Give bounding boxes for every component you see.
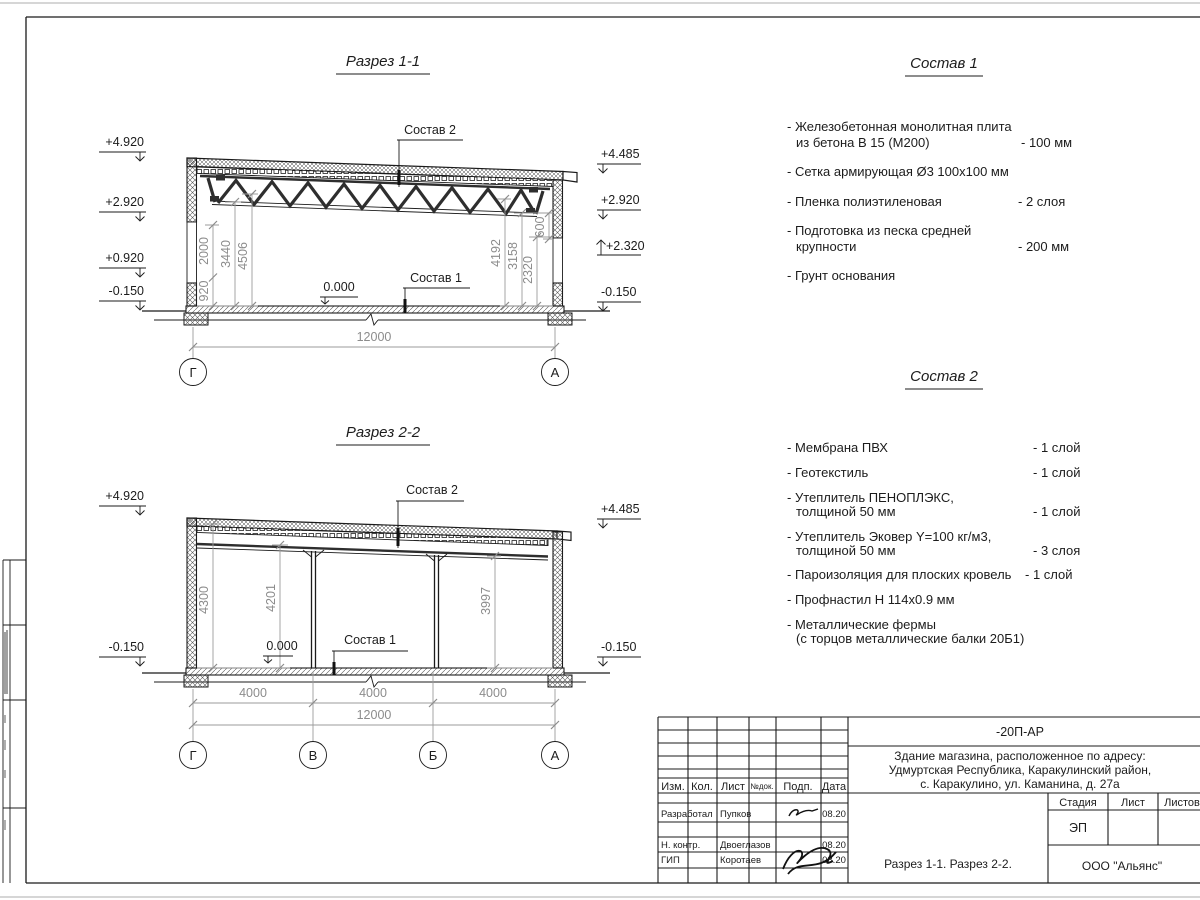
s2-columns: [303, 550, 447, 668]
s1-elev-left-1: +2.920: [105, 195, 144, 209]
s1-axis-a: А: [550, 365, 560, 380]
s2-dim-4300: 4300: [197, 586, 211, 614]
s1-elev-left-2: +0.920: [105, 251, 144, 265]
list-item: - Пароизоляция для плоских кровель: [787, 567, 1012, 582]
s2-bottom-dims: [180, 672, 569, 769]
list-item: из бетона В 15 (М200): [796, 135, 930, 150]
list-item: - Сетка армирующая Ø3 100х100 мм: [787, 164, 1009, 179]
tb-header-kol: Кол.: [691, 781, 713, 793]
section-1-1-drawing: [99, 53, 645, 386]
tb-header-listov: Листов: [1164, 797, 1200, 809]
s1-dim-3440: 3440: [219, 240, 233, 268]
tb-doc-code: -20П-АР: [996, 725, 1044, 739]
s1-dim-2000: 2000: [197, 237, 211, 265]
s2-elev-right-0: +4.485: [601, 502, 640, 516]
tb-header-ndok: №док.: [750, 782, 774, 791]
list-item-value: - 2 слоя: [1018, 194, 1066, 209]
s1-dim-4192: 4192: [489, 239, 503, 267]
tb-name-0: Пупков: [720, 809, 752, 820]
list-item-value: - 1 слой: [1033, 440, 1081, 455]
list-item-value: - 1 слой: [1025, 567, 1073, 582]
tb-date-2: 08.20: [822, 855, 846, 866]
s2-sostav1-label: Состав 1: [344, 633, 396, 647]
s1-elev-left-3: -0.150: [108, 284, 144, 298]
tb-name-1: Двоеглазов: [720, 840, 771, 851]
list-item: - Мембрана ПВХ: [787, 440, 888, 455]
list-item: толщиной 50 мм: [796, 504, 896, 519]
tb-date-1: 08.20: [822, 840, 846, 851]
tb-role-1: Н. контр.: [661, 840, 701, 851]
s2-zero-label: 0.000: [266, 639, 298, 653]
tb-project-line-3: с. Каракулино, ул. Каманина, д. 27а: [920, 777, 1120, 791]
list-item-value: - 3 слоя: [1033, 543, 1081, 558]
list-item: - Пленка полиэтиленовая: [787, 194, 942, 209]
list-item: - Профнастил Н 114х0.9 мм: [787, 592, 955, 607]
tb-header-podp: Подп.: [783, 781, 813, 793]
s1-dim-total: 12000: [356, 330, 392, 344]
s1-dim-3158: 3158: [506, 242, 520, 270]
s1-elev-right-2: +2.320: [606, 239, 645, 253]
tb-header-list2: Лист: [1121, 797, 1145, 809]
s2-elev-left-0: +4.920: [105, 489, 144, 503]
list-item: - Металлические фермы: [787, 617, 936, 632]
s2-elev-left-1: -0.150: [108, 640, 144, 654]
list-item: - Утеплитель Эковер Y=100 кг/м3,: [787, 529, 992, 544]
s1-bottom-dims: [180, 327, 569, 386]
list-item-value: - 100 мм: [1021, 135, 1073, 150]
title-block: [658, 717, 1200, 883]
left-attribute-strip: [3, 560, 26, 883]
tb-role-2: ГИП: [661, 855, 680, 866]
list-item: (с торцов металлические балки 20Б1): [796, 631, 1025, 646]
s1-sostav2-label: Состав 2: [404, 123, 456, 137]
s2-axis-a: А: [550, 748, 560, 763]
s2-axis-v: В: [308, 748, 318, 763]
list-item: толщиной 50 мм: [796, 543, 896, 558]
tb-stage: ЭП: [1069, 821, 1087, 835]
s1-elev-right-1: +2.920: [601, 193, 640, 207]
tb-header-data: Дата: [821, 781, 847, 793]
s1-title: Разрез 1-1: [345, 53, 421, 70]
section-2-2-drawing: [99, 424, 641, 769]
s1-dim-4506: 4506: [236, 242, 250, 270]
s1-dim-600: 600: [533, 216, 547, 238]
s1-dim-2320: 2320: [521, 256, 535, 284]
tb-sheet-title: Разрез 1-1. Разрез 2-2.: [884, 857, 1012, 871]
tb-role-0: Разработал: [661, 809, 713, 820]
s2-axis-b: Б: [428, 748, 438, 763]
s2-floor: [142, 668, 610, 687]
s1-elev-right-3: -0.150: [601, 285, 637, 299]
s1-elev-right-0: +4.485: [601, 147, 640, 161]
s2-sostav2-label: Состав 2: [406, 483, 458, 497]
s1-zero-label: 0.000: [323, 280, 355, 294]
s2-elevations-right: [597, 502, 641, 666]
s1-floor: [142, 306, 610, 325]
tb-project-line-2: Удмуртская Республика, Каракулинский район,: [888, 763, 1152, 777]
s2-axis-g: Г: [189, 748, 197, 763]
s1-dims-left: [197, 190, 258, 310]
s1-axis-g: Г: [189, 365, 197, 380]
sostav-2-list: [787, 368, 1081, 646]
list-item: - Железобетонная монолитная плита: [787, 119, 1012, 134]
tb-header-stadia: Стадия: [1059, 797, 1097, 809]
s2-title: Разрез 2-2: [345, 424, 421, 441]
s2-dim-total: 12000: [356, 708, 392, 722]
s1-elev-left-0: +4.920: [105, 135, 144, 149]
s2-dim-4000-2: 4000: [359, 686, 387, 700]
list-item: - Подготовка из песка средней: [787, 223, 972, 238]
tb-date-0: 08.20: [822, 809, 846, 820]
s2-elevations-left: [99, 489, 146, 666]
list-item-value: - 200 мм: [1018, 239, 1070, 254]
tb-header-izm: Изм.: [661, 781, 685, 793]
s1-elevations-right: [597, 147, 645, 311]
list-item: крупности: [796, 239, 857, 254]
sostav-1-list: [787, 55, 1072, 283]
list-item-value: - 1 слой: [1033, 504, 1081, 519]
sostav2-title: Состав 2: [910, 368, 978, 385]
list-item: - Утеплитель ПЕНОПЛЭКС,: [787, 490, 954, 505]
list-item: - Геотекстиль: [787, 465, 869, 480]
s2-dim-3997: 3997: [479, 587, 493, 615]
tb-header-list: Лист: [721, 781, 745, 793]
s2-dim-4000-3: 4000: [479, 686, 507, 700]
s2-elev-right-1: -0.150: [601, 640, 637, 654]
s2-dim-4201: 4201: [264, 584, 278, 612]
tb-project-line-1: Здание магазина, расположенное по адресу:: [894, 749, 1146, 763]
s1-elevations-left: [99, 135, 146, 310]
sostav1-title: Состав 1: [910, 55, 978, 72]
s1-leaders: [320, 123, 470, 313]
list-item-value: - 1 слой: [1033, 465, 1081, 480]
s1-sostav1-label: Состав 1: [410, 271, 462, 285]
tb-name-2: Коротаев: [720, 855, 762, 866]
list-item: - Грунт основания: [787, 268, 896, 283]
s1-dim-920: 920: [197, 280, 211, 302]
s2-dim-4000-1: 4000: [239, 686, 267, 700]
tb-company: ООО "Альянс": [1081, 859, 1163, 873]
